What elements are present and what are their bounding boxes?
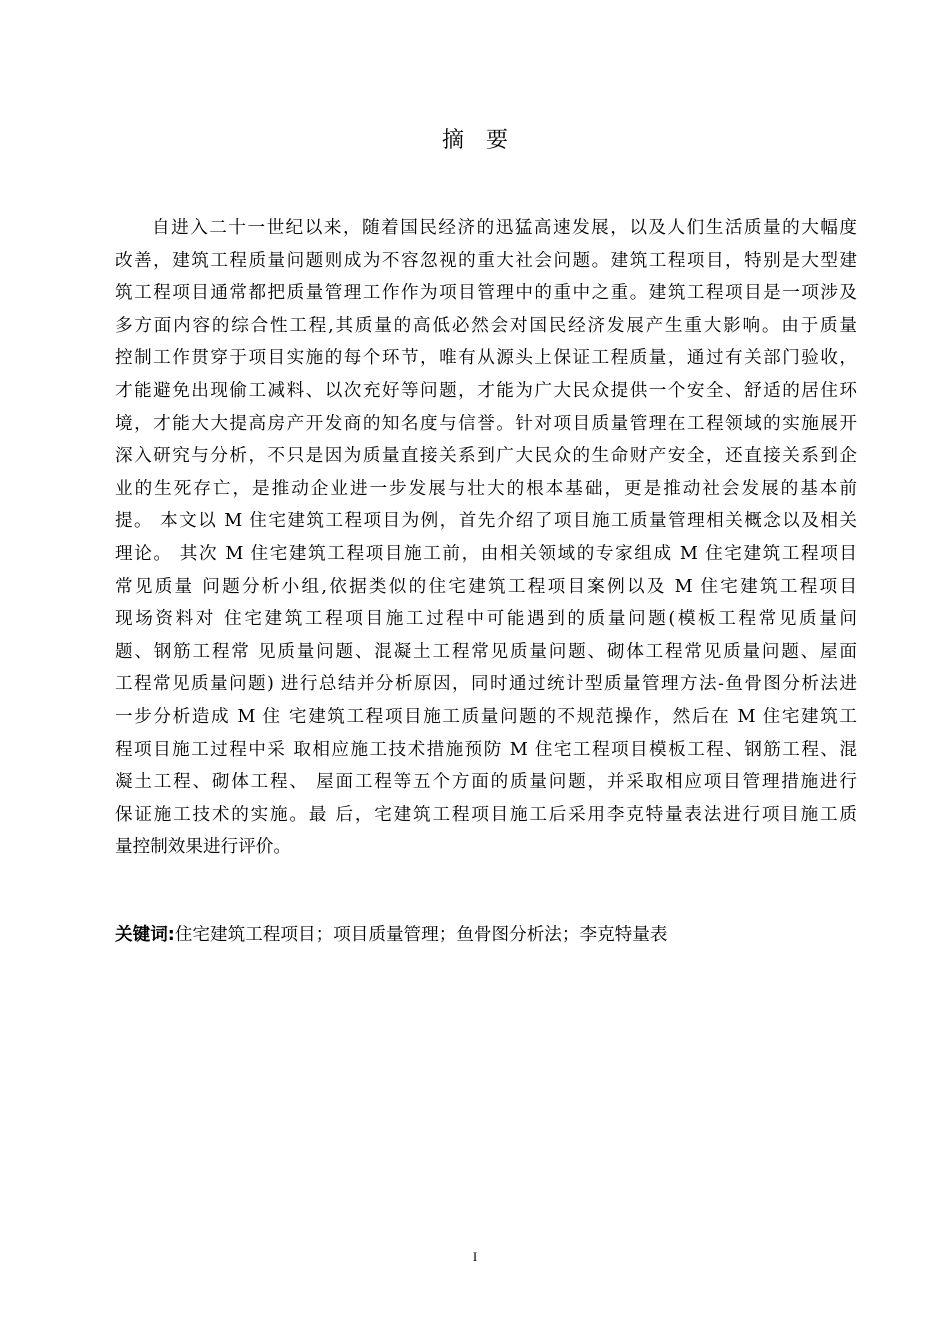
abstract-paragraph (115, 212, 857, 864)
abstract-line: 常见质量 问题分析小组,依据类似的住宅建筑工程项目案例以及 M 住宅建筑工程项目 (115, 576, 857, 597)
page-number: I (472, 1249, 478, 1264)
abstract-line: 提。 本文以 M 住宅建筑工程项目为例，首先介绍了项目施工质量管理相关概念以及相关 (115, 511, 857, 532)
abstract-line: 一步分析造成 M 住 宅建筑工程项目施工质量问题的不规范操作，然后在 M 住宅建筑工 (115, 706, 857, 727)
abstract-line: 控制工作贯穿于项目实施的每个环节，唯有从源头上保证工程质量，通过有关部门验收， (115, 348, 857, 369)
abstract-line: 多方面内容的综合性工程,其质量的高低必然会对国民经济发展产生重大影响。由于质量 (115, 315, 857, 336)
keywords-value: 住宅建筑工程项目；项目质量管理；鱼骨图分析法；李克特量表 (174, 925, 668, 945)
abstract-line: 程项目施工过程中采 取相应施工技术措施预防 M 住宅工程项目模板工程、钢筋工程、混 (115, 739, 857, 760)
abstract-line: 筑工程项目通常都把质量管理工作作为项目管理中的重中之重。建筑工程项目是一项涉及 (115, 283, 857, 304)
abstract-line: 境，才能大大提高房产开发商的知名度与信誉。针对项目质量管理在工程领域的实施展开 (115, 413, 857, 434)
abstract-line: 现场资料对 住宅建筑工程项目施工过程中可能遇到的质量问题(模板工程常见质量问 (115, 609, 857, 630)
abstract-line: 改善，建筑工程质量问题则成为不容忽视的重大社会问题。建筑工程项目，特别是大型建 (115, 250, 857, 271)
keywords-label: 关键词: (115, 925, 175, 945)
abstract-line: 深入研究与分析，不只是因为质量直接关系到广大民众的生命财产安全，还直接关系到企 (115, 446, 857, 467)
keywords (115, 921, 667, 946)
abstract-body (115, 212, 857, 864)
abstract-line: 保证施工技术的实施。最 后，宅建筑工程项目施工后采用李克特量表法进行项目施工质 (115, 804, 857, 825)
abstract-line: 工程常见质量问题) 进行总结并分析原因，同时通过统计型质量管理方法-鱼骨图分析法进 (115, 674, 857, 695)
abstract-line: 题、钢筋工程常 见质量问题、混凝土工程常见质量问题、砌体工程常见质量问题、屋面 (115, 641, 857, 662)
page-title: 摘要 (441, 128, 530, 153)
abstract-line: 才能避免出现偷工减料、以次充好等问题，才能为广大民众提供一个安全、舒适的居住环 (115, 380, 857, 401)
abstract-line: 凝土工程、砌体工程、 屋面工程等五个方面的质量问题，并采取相应项目管理措施进行 (115, 772, 857, 793)
abstract-line: 理论。 其次 M 住宅建筑工程项目施工前，由相关领域的专家组成 M 住宅建筑工程项目 (115, 543, 857, 564)
abstract-line: 量控制效果进行评价。 (115, 837, 291, 858)
abstract-line: 自进入二十一世纪以来，随着国民经济的迅猛高速发展，以及人们生活质量的大幅度 (152, 218, 857, 238)
abstract-line: 业的生死存亡，是推动企业进一步发展与壮大的根本基础，更是推动社会发展的基本前 (115, 478, 857, 499)
